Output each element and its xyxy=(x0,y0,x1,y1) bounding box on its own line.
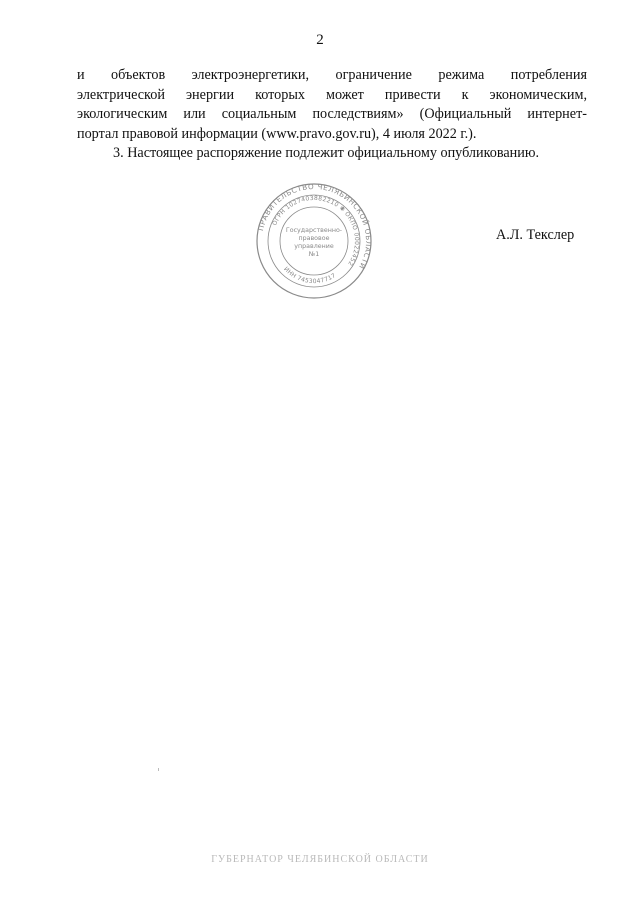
seal-ogrn-text: ОГРН 1027403882210 ✱ ОКПО 00022452 xyxy=(271,194,361,267)
text-line: электрической энергии которых может привести к экономическим, xyxy=(77,86,587,103)
signature-name: А.Л. Текслер xyxy=(496,227,575,243)
seal-outer-text: ПРАВИТЕЛЬСТВО ЧЕЛЯБИНСКОЙ ОБЛАСТИ xyxy=(256,182,373,271)
paragraph-publication: 3. Настоящее распоряжение подлежит официальному опубликованию. xyxy=(113,145,540,161)
seal-center xyxy=(286,227,342,258)
seal-inn-text: ИНН 7453047717 xyxy=(282,265,338,286)
official-seal xyxy=(255,182,373,300)
text-line: экологическим или социальным последствиям» (Официальный интернет- xyxy=(77,106,587,122)
document-body xyxy=(77,66,587,164)
paragraph-continuation xyxy=(77,66,587,144)
scan-speck xyxy=(158,768,159,771)
seal-center-line: №1 xyxy=(308,251,320,258)
seal-center-line: правовое xyxy=(298,235,330,242)
text-line: и объектов электроэнергетики, ограничение режима потребления xyxy=(77,67,587,83)
seal-center-line: управление xyxy=(294,243,334,250)
footer-watermark: ГУБЕРНАТОР ЧЕЛЯБИНСКОЙ ОБЛАСТИ xyxy=(211,854,429,865)
page-number: 2 xyxy=(316,32,324,48)
seal-center-line: Государственно- xyxy=(285,227,343,234)
text-line: портал правовой информации (www.pravo.gov.ru), 4 июля 2022 г.). xyxy=(77,125,477,142)
